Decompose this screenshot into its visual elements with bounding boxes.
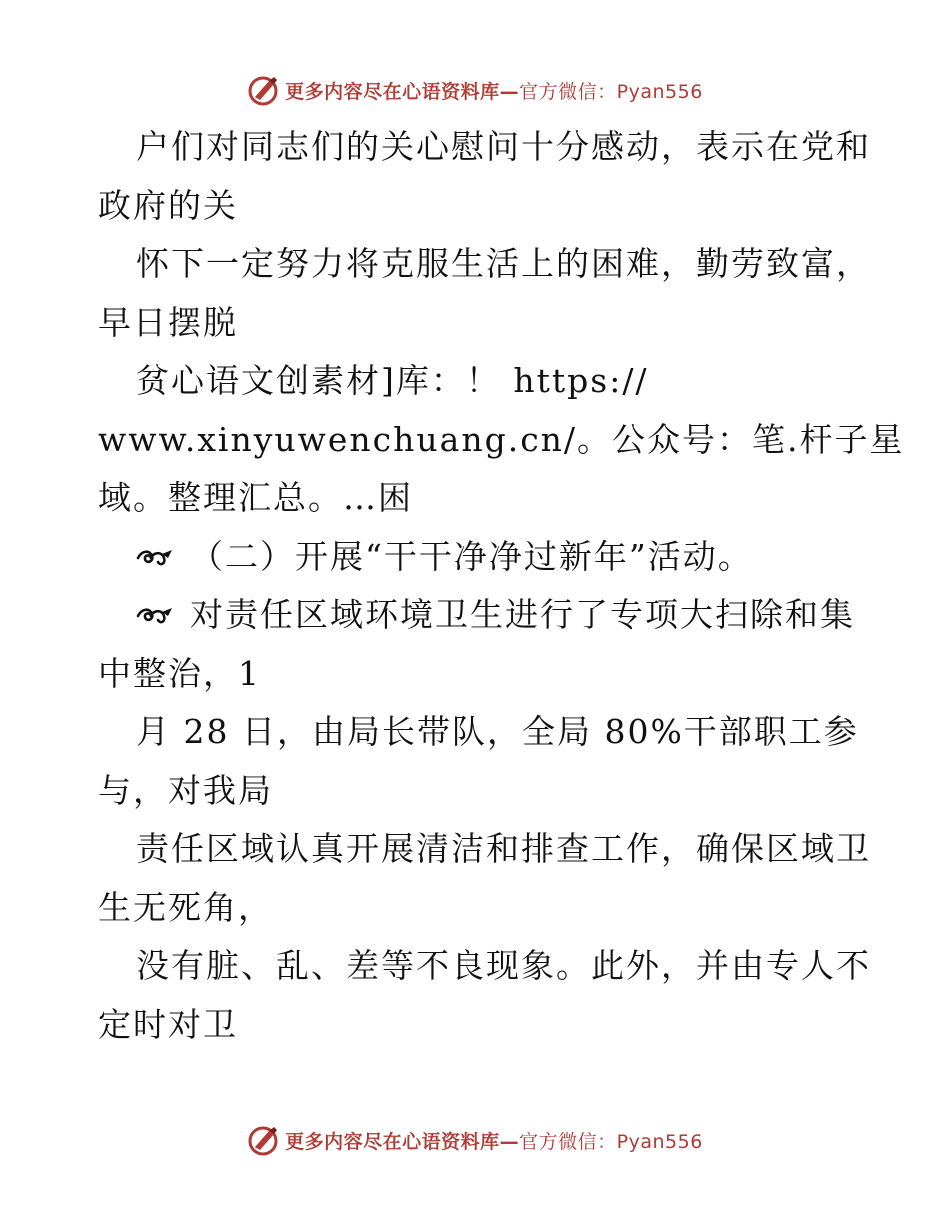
text-line: 中整治，1 — [98, 653, 261, 693]
document-body — [98, 118, 905, 1054]
footer-banner-text — [285, 1127, 703, 1154]
text-line: 生无死角， — [98, 887, 273, 927]
text-line: 域。整理汇总。…困 — [98, 478, 413, 517]
bullet-line — [98, 586, 858, 645]
text-line: 没有脏、乱、差等不良现象。此外，并由专人不 — [136, 946, 871, 985]
pen-circle-logo-icon — [247, 73, 281, 107]
footer-banner-main: 更多内容尽在心语资料库— — [285, 1130, 520, 1153]
header-banner-wechat: 官方微信：Pyan556 — [519, 80, 703, 103]
swirl-bullet-icon — [136, 604, 176, 628]
text-line: 贫心语文创素材]库：！ https:// — [136, 361, 649, 400]
header-banner-text — [285, 77, 703, 104]
text-line: 户们对同志们的关心慰问十分感动，表示在党和 — [136, 127, 871, 166]
text-line: 定时对卫 — [98, 1004, 238, 1044]
header-banner-main: 更多内容尽在心语资料库— — [285, 80, 520, 103]
header-banner — [0, 70, 950, 110]
text-line: 早日摆脱 — [98, 302, 238, 342]
footer-banner — [0, 1120, 950, 1160]
swirl-bullet-icon — [136, 546, 176, 570]
text-line: 责任区域认真开展清洁和排查工作，确保区域卫 — [136, 829, 871, 868]
bullet-line — [98, 528, 858, 587]
text-line: 怀下一定努力将克服生活上的困难，勤劳致富， — [136, 244, 871, 283]
text-line: 政府的关 — [98, 185, 238, 225]
pen-circle-logo-icon — [247, 1123, 281, 1157]
footer-banner-wechat: 官方微信：Pyan556 — [519, 1130, 703, 1153]
bullet-text: （二）开展“干干净净过新年”活动。 — [190, 536, 753, 576]
text-line: 与，对我局 — [98, 770, 273, 810]
bullet-text: 对责任区域环境卫生进行了专项大扫除和集 — [190, 595, 855, 634]
text-line: www.xinyuwenchuang.cn/。公众号：笔.杆子星 — [98, 419, 905, 459]
text-line: 月 28 日，由局长带队，全局 80%干部职工参 — [136, 712, 859, 751]
